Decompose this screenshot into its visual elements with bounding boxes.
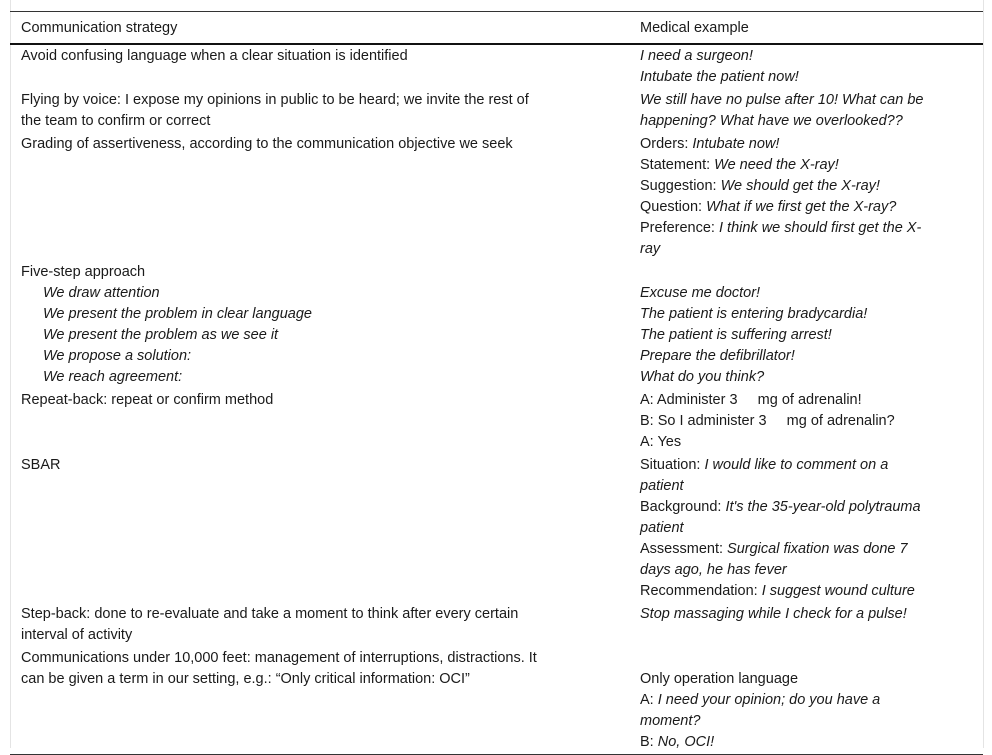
example-line xyxy=(640,283,983,304)
example-quote: We still have no pulse after 10! What can be xyxy=(640,92,924,108)
example-line xyxy=(640,669,983,690)
example-label xyxy=(640,264,644,280)
strategy-text: SBAR xyxy=(21,457,61,473)
strategy-text: Flying by voice: I expose my opinions in public to be heard; we invite the rest of xyxy=(21,92,529,108)
example-line xyxy=(640,518,983,539)
example-quote: We need the X-ray! xyxy=(714,157,839,173)
example-line xyxy=(640,411,983,432)
example-line xyxy=(640,134,983,155)
example-line xyxy=(640,239,983,260)
example-label: Statement: xyxy=(640,157,715,173)
table-row xyxy=(10,603,983,647)
strategy-cell xyxy=(10,647,630,755)
example-line xyxy=(640,581,983,602)
example-label: A: xyxy=(640,692,658,708)
example-quote: The patient is entering bradycardia! xyxy=(640,306,868,322)
example-cell xyxy=(630,133,983,261)
example-label: A: Yes xyxy=(640,434,682,450)
table-row xyxy=(10,89,983,133)
example-line xyxy=(640,67,983,88)
example-quote: ray xyxy=(640,241,661,257)
example-quote: Intubate the patient now! xyxy=(640,69,799,85)
example-line xyxy=(640,690,983,711)
example-label: B: xyxy=(640,734,658,750)
strategy-cell xyxy=(10,44,630,89)
example-label: Orders: xyxy=(640,136,693,152)
table-row xyxy=(10,261,983,389)
example-quote: moment? xyxy=(640,713,701,729)
example-line xyxy=(640,46,983,67)
strategy-text: can be given a term in our setting, e.g.: “Only critical information: OCI” xyxy=(21,671,470,687)
example-line xyxy=(640,155,983,176)
example-line xyxy=(640,325,983,346)
example-line xyxy=(640,455,983,476)
strategy-cell xyxy=(10,603,630,647)
example-line xyxy=(640,390,983,411)
example-line xyxy=(640,304,983,325)
example-cell xyxy=(630,261,983,389)
table-header-row xyxy=(10,12,983,45)
strategy-text: Grading of assertiveness, according to the communication objective we seek xyxy=(21,136,513,152)
table-row xyxy=(10,389,983,454)
example-quote: Prepare the defibrillator! xyxy=(640,348,795,364)
example-quote: patient xyxy=(640,520,684,536)
example-quote: I need your opinion; do you have a xyxy=(657,692,881,708)
example-line xyxy=(640,497,983,518)
strategy-cell xyxy=(10,261,630,389)
strategy-text: Communications under 10,000 feet: management of interruptions, distractions. It xyxy=(21,650,537,666)
strategy-cell xyxy=(10,389,630,454)
strategy-cell xyxy=(10,89,630,133)
example-quote: We should get the X-ray! xyxy=(720,178,880,194)
example-cell xyxy=(630,647,983,755)
example-line xyxy=(640,476,983,497)
example-line xyxy=(640,560,983,581)
strategy-text: Five-step approach xyxy=(21,264,146,280)
example-label: Question: xyxy=(640,199,707,215)
example-line xyxy=(640,432,983,453)
example-quote: I think we should first get the X- xyxy=(719,220,922,236)
table-row xyxy=(10,454,983,603)
example-cell xyxy=(630,89,983,133)
column-header-strategy: Communication strategy xyxy=(21,19,178,36)
example-quote: Stop massaging while I check for a pulse! xyxy=(640,606,907,622)
example-line xyxy=(640,539,983,560)
example-label: Only operation language xyxy=(640,671,799,687)
example-label: Preference: xyxy=(640,220,719,236)
communication-strategies-table xyxy=(10,11,983,755)
example-line xyxy=(640,111,983,132)
example-label: Situation: xyxy=(640,457,705,473)
example-label: Assessment: xyxy=(640,541,728,557)
example-quote: I need a surgeon! xyxy=(640,48,753,64)
table-row xyxy=(10,133,983,261)
example-cell xyxy=(630,603,983,647)
example-cell xyxy=(630,454,983,603)
example-quote: happening? What have we overlooked?? xyxy=(640,113,903,129)
example-line xyxy=(640,197,983,218)
strategy-cell xyxy=(10,133,630,261)
example-label: Background: xyxy=(640,499,726,515)
table-row xyxy=(10,647,983,755)
example-cell xyxy=(630,44,983,89)
example-line xyxy=(640,367,983,388)
strategy-step: We propose a solution: xyxy=(43,348,192,364)
strategy-text: Step-back: done to re-evaluate and take a moment to think after every certain xyxy=(21,606,519,622)
example-cell xyxy=(630,389,983,454)
strategy-text: the team to confirm or correct xyxy=(21,113,211,129)
example-label: Suggestion: xyxy=(640,178,721,194)
example-quote: Intubate now! xyxy=(692,136,780,152)
table-row xyxy=(10,44,983,89)
example-line xyxy=(640,176,983,197)
example-quote: I suggest wound culture xyxy=(761,583,915,599)
example-quote: What do you think? xyxy=(640,369,765,385)
strategy-text: interval of activity xyxy=(21,627,133,643)
strategy-cell xyxy=(10,454,630,603)
strategy-text: Avoid confusing language when a clear situation is identified xyxy=(21,48,408,64)
example-label: B: So I administer 3 mg of adrenalin? xyxy=(640,413,895,429)
strategy-text: Repeat-back: repeat or confirm method xyxy=(21,392,274,408)
example-line xyxy=(640,90,983,111)
example-label xyxy=(640,650,644,666)
example-quote: patient xyxy=(640,478,684,494)
strategy-step: We present the problem as we see it xyxy=(43,327,279,343)
example-line xyxy=(640,346,983,367)
example-quote: Surgical fixation was done 7 xyxy=(727,541,908,557)
example-line xyxy=(640,218,983,239)
example-line xyxy=(640,711,983,732)
example-quote: Excuse me doctor! xyxy=(640,285,761,301)
example-quote: days ago, he has fever xyxy=(640,562,787,578)
example-label: Recommendation: xyxy=(640,583,762,599)
strategy-step: We draw attention xyxy=(43,285,160,301)
example-line xyxy=(640,604,983,625)
example-line xyxy=(640,648,983,669)
column-header-example: Medical example xyxy=(640,19,749,36)
example-quote: What if we first get the X-ray? xyxy=(706,199,897,215)
example-label: A: Administer 3 mg of adrenalin! xyxy=(640,392,862,408)
example-quote: No, OCI! xyxy=(657,734,715,750)
strategy-step: We present the problem in clear language xyxy=(43,306,312,322)
example-quote: The patient is suffering arrest! xyxy=(640,327,832,343)
example-line xyxy=(640,262,983,283)
example-quote: It's the 35-year-old polytrauma xyxy=(725,499,921,515)
strategy-step: We reach agreement: xyxy=(43,369,183,385)
example-quote: I would like to comment on a xyxy=(704,457,889,473)
